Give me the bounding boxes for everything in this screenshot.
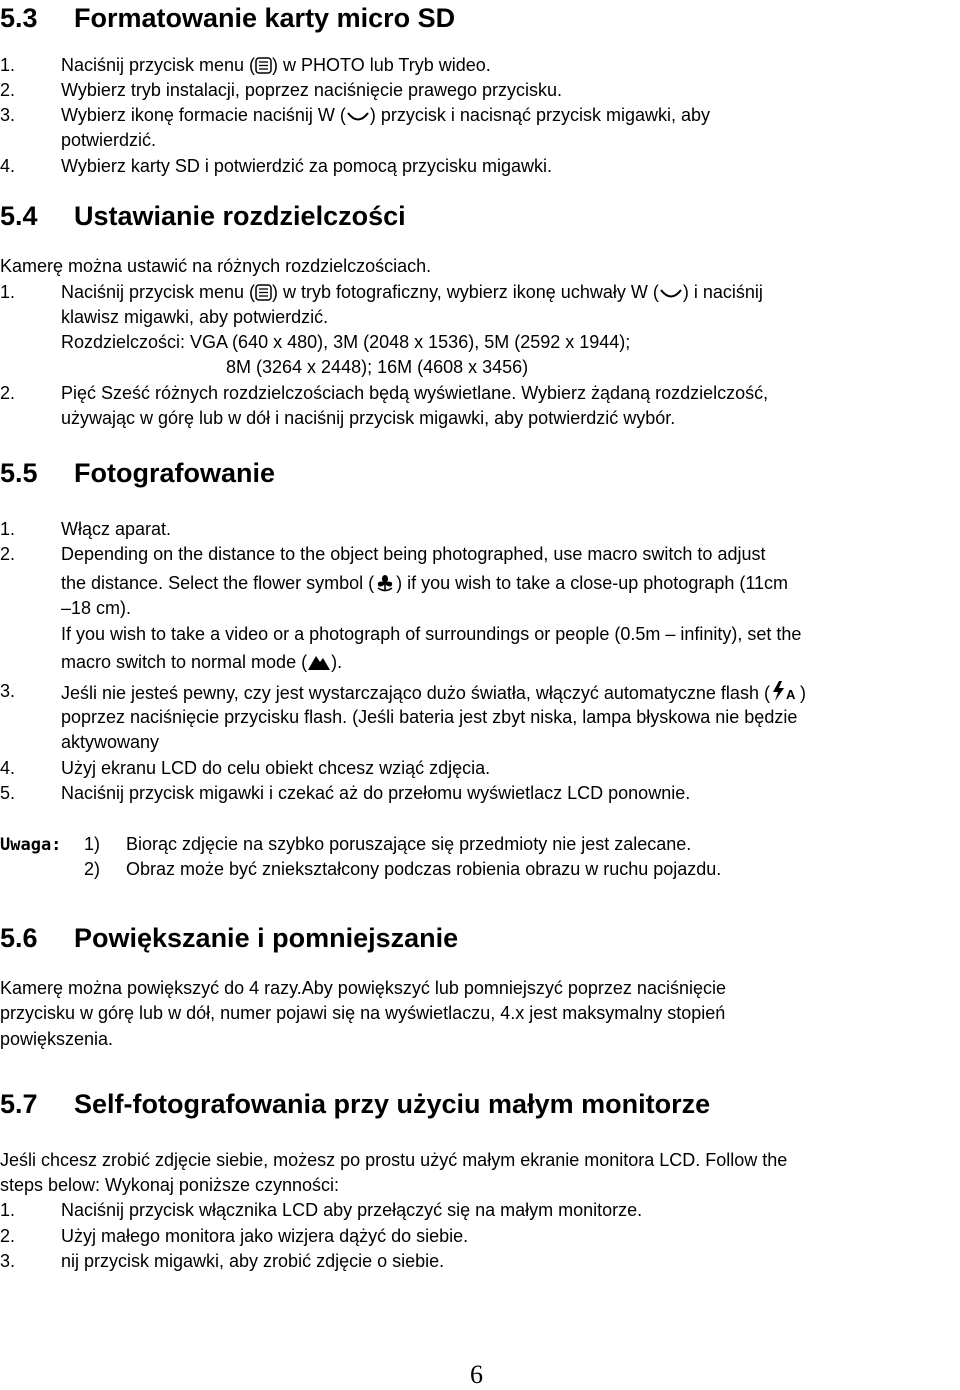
text-part: ) [799, 683, 806, 703]
list-number: 1. [0, 1200, 16, 1220]
list-text: Wybierz tryb instalacji, poprzez naciśnięcie prawego przycisku. [61, 80, 563, 100]
text-part: the distance. Select the flower symbol ( [61, 573, 375, 593]
list-text: aktywowany [61, 732, 160, 752]
list-number: 3. [0, 681, 16, 701]
section-number: 5.7 [0, 1089, 38, 1119]
list-text: Użyj ekranu LCD do celu obiekt chcesz wziąć zdjęcia. [61, 758, 491, 778]
list-text: Naciśnij przycisk migawki i czekać aż do przełomu wyświetlacz LCD ponownie. [61, 783, 691, 803]
list-text [61, 281, 763, 303]
text-part: Wybierz ikonę formacie naciśnij W ( [61, 105, 346, 125]
list-text: If you wish to take a video or a photograph of surroundings or people (0.5m – infinity), set the [61, 624, 802, 644]
list-number: 2. [0, 544, 16, 564]
list-text: używając w górę lub w dół i naciśnij przycisk migawki, aby potwierdzić wybór. [61, 408, 676, 428]
list-number: 5. [0, 783, 16, 803]
svg-text:A: A [785, 687, 796, 702]
list-text: Włącz aparat. [61, 519, 172, 539]
mountain-normal-mode-icon [307, 653, 331, 671]
paragraph-line: Kamerę można powiększyć do 4 razy.Aby powiększyć lub pomniejszyć poprzez naciśnięcie [0, 978, 726, 998]
menu-button-icon [255, 57, 272, 74]
list-number: 2. [0, 1226, 16, 1246]
list-text: klawisz migawki, aby potwierdzić. [61, 307, 329, 327]
ok-button-icon [346, 110, 370, 124]
list-text: Pięć Sześć różnych rozdzielczościach będą wyświetlane. Wybierz żądaną rozdzielczość, [61, 383, 769, 403]
text-part: macro switch to normal mode ( [61, 652, 308, 672]
list-text: potwierdzić. [61, 130, 157, 150]
list-number: 3. [0, 105, 16, 125]
section-title: Ustawianie rozdzielczości [74, 201, 406, 231]
text-part: ) w tryb fotograficzny, wybierz ikonę uchwały W ( [272, 282, 659, 302]
section-5-6-heading [0, 922, 458, 954]
list-text [61, 104, 710, 126]
section-title: Formatowanie karty micro SD [74, 3, 456, 33]
macro-flower-icon [374, 572, 396, 592]
section-number: 5.6 [0, 923, 38, 953]
list-number: 2. [0, 383, 16, 403]
list-text: Naciśnij przycisk włącznika LCD aby przełączyć się na małym monitorze. [61, 1200, 643, 1220]
section-number: 5.5 [0, 458, 38, 488]
list-number: 3. [0, 1251, 16, 1271]
text-part: Naciśnij przycisk menu ( [61, 55, 256, 75]
paragraph-line: powiększenia. [0, 1029, 114, 1049]
list-text: poprzez naciśnięcie przycisku flash. (Jeśli bateria jest zbyt niska, lampa błyskowa nie będzie [61, 707, 798, 727]
list-number: 1. [0, 519, 16, 539]
note-number: 1) [84, 834, 101, 854]
section-5-5-heading [0, 457, 275, 489]
section-number: 5.4 [0, 201, 38, 231]
list-text: Użyj małego monitora jako wizjera dążyć do siebie. [61, 1226, 469, 1246]
text-part: ) w PHOTO lub Tryb wideo. [272, 55, 491, 75]
paragraph-line: steps below: Wykonaj poniższe czynności: [0, 1175, 339, 1195]
section-5-7-heading [0, 1088, 710, 1120]
list-text [61, 54, 491, 76]
auto-flash-icon [770, 680, 800, 702]
list-text [61, 651, 342, 673]
section-number: 5.3 [0, 3, 38, 33]
list-text: Depending on the distance to the object being photographed, use macro switch to adjust [61, 544, 766, 564]
text-part: ) przycisk i nacisnąć przycisk migawki, aby [369, 105, 711, 125]
list-text [61, 572, 788, 594]
text-part: ). [331, 652, 343, 672]
ok-button-icon [659, 287, 683, 301]
section-title: Powiększanie i pomniejszanie [74, 923, 459, 953]
section-title: Fotografowanie [74, 458, 275, 488]
resolution-list: Rozdzielczości: VGA (640 x 480), 3M (2048 x 1536), 5M (2592 x 1944); [61, 332, 631, 352]
paragraph: Kamerę można ustawić na różnych rozdzielczościach. [0, 256, 432, 276]
note-row [0, 833, 692, 856]
text-part: Naciśnij przycisk menu ( [61, 282, 256, 302]
resolution-list-continued: 8M (3264 x 2448); 16M (4608 x 3456) [226, 357, 529, 377]
list-number: 1. [0, 282, 16, 302]
list-number: 4. [0, 758, 16, 778]
paragraph-line: przycisku w górę lub w dół, numer pojawi się na wyświetlaczu, 4.x jest maksymalny stopień [0, 1003, 726, 1023]
section-title: Self-fotografowania przy użyciu małym monitorze [74, 1089, 711, 1119]
list-number: 2. [0, 80, 16, 100]
section-5-3-heading [0, 2, 455, 34]
list-text: –18 cm). [61, 598, 132, 618]
page-number: 6 [470, 1360, 483, 1389]
section-5-4-heading [0, 200, 406, 232]
paragraph-line: Jeśli chcesz zrobić zdjęcie siebie, możesz po prostu użyć małym ekranie monitora LCD. Follow the [0, 1150, 788, 1170]
menu-button-icon [255, 284, 272, 301]
text-part: ) i naciśnij [682, 282, 763, 302]
note-text: Biorąc zdjęcie na szybko poruszające się przedmioty nie jest zalecane. [126, 834, 692, 854]
list-text [61, 680, 806, 704]
list-number: 4. [0, 156, 16, 176]
text-part: Jeśli nie jesteś pewny, czy jest wystarczająco dużo światła, włączyć automatyczne flash ( [61, 683, 770, 703]
note-text: Obraz może być zniekształcony podczas robienia obrazu w ruchu pojazdu. [126, 859, 722, 879]
text-part: ) if you wish to take a close-up photograph (11cm [396, 573, 789, 593]
list-number: 1. [0, 55, 16, 75]
note-number: 2) [84, 859, 101, 879]
list-text: Wybierz karty SD i potwierdzić za pomocą przycisku migawki. [61, 156, 552, 176]
note-label: Uwaga: [0, 835, 62, 855]
list-text: nij przycisk migawki, aby zrobić zdjęcie o siebie. [61, 1251, 445, 1271]
